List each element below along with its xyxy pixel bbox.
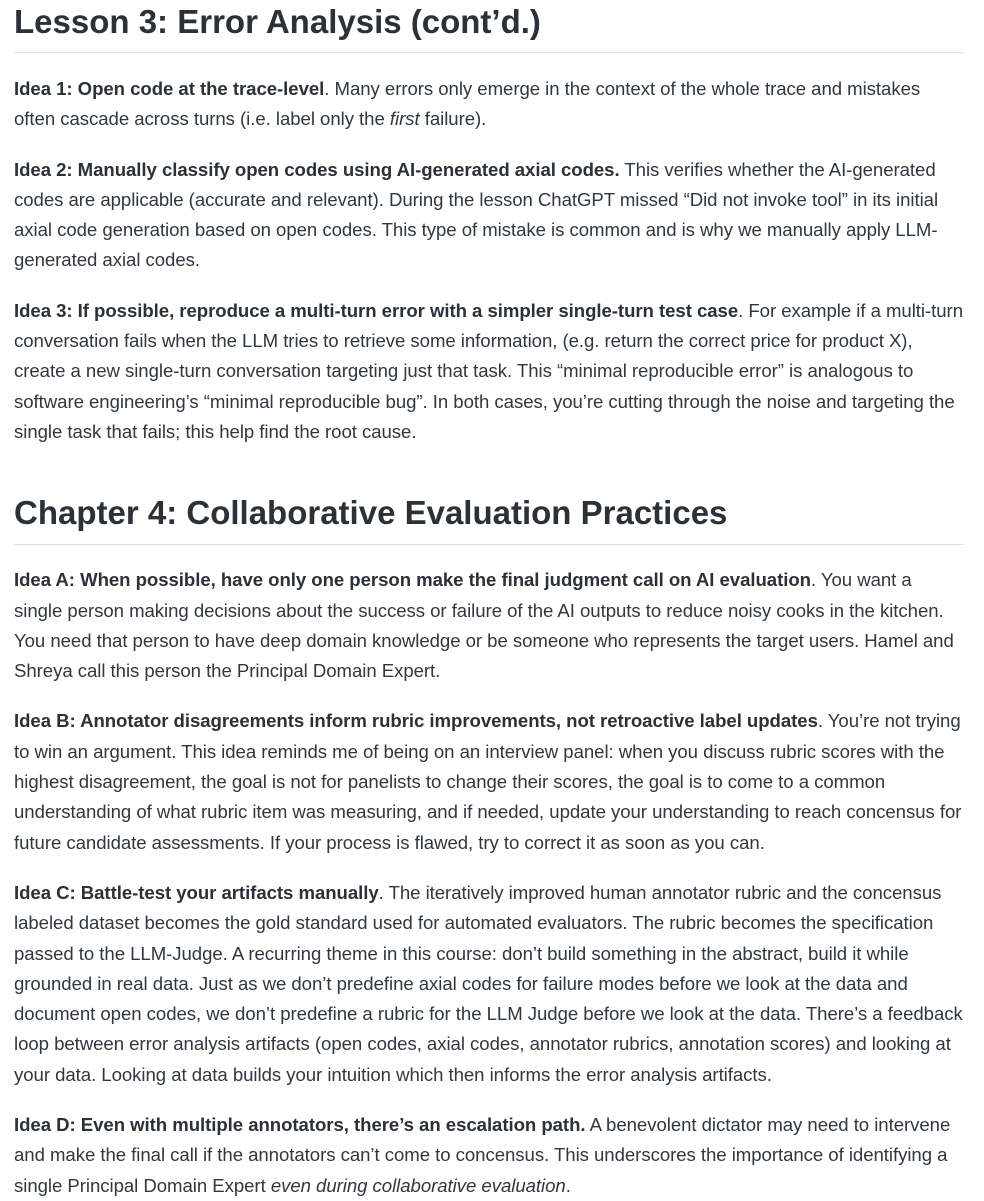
- idea-3-title: Idea 3: If possible, reproduce a multi-turn error with a simpler single-turn test case: [14, 299, 739, 321]
- idea-c-paragraph: [14, 878, 964, 1090]
- idea-a-title: Idea A: When possible, have only one person make the final judgment call on AI evaluation: [14, 569, 811, 591]
- idea-c-text: . The iteratively improved human annotator rubric and the concensus labeled dataset becomes the gold standard used for automated evaluators. The rubric becomes the specification passed to the LLM-Judge. A recurring theme in this course: don’t build something in the abstract, build it while grounded in real data. Just as we don’t predefine axial codes for failure modes before we look at the data and document open codes, we don’t predefine a rubric for the LLM Judge before we look at the data. There’s a feedback loop between error analysis artifacts (open codes, axial codes, annotator rubrics, annotation scores) and looking at your data. Looking at data builds your intuition which then informs the error analysis artifacts.: [14, 881, 963, 1085]
- idea-2-title: Idea 2: Manually classify open codes using AI-generated axial codes.: [14, 158, 620, 180]
- idea-d-emphasis: even during collaborative evaluation: [270, 1174, 566, 1196]
- idea-b-text: . You’re not trying to win an argument. This idea reminds me of being on an interview panel: when you discuss rubric scores with the highest disagreement, the goal is not for panelists to change their scores, the goal is to come to a common understanding of what rubric item was measuring, and if needed, update your understanding to reach concensus for future candidate assessments. If your process is flawed, try to correct it as soon as you can.: [14, 710, 962, 853]
- chapter-4-heading: Chapter 4: Collaborative Evaluation Practices: [14, 489, 964, 545]
- idea-1-text: . Many errors only emerge in the context of the whole trace and mistakes often cascade across turns (i.e. label only the: [14, 78, 921, 130]
- idea-d-paragraph: [14, 1110, 964, 1201]
- idea-a-paragraph: [14, 565, 964, 686]
- idea-3-paragraph: [14, 296, 964, 447]
- idea-d-title: Idea D: Even with multiple annotators, there’s an escalation path.: [14, 1114, 586, 1136]
- idea-1-title: Idea 1: Open code at the trace-level: [14, 78, 325, 99]
- idea-2-text: This verifies whether the AI-generated codes are applicable (accurate and relevant). During the lesson ChatGPT missed “Did not invoke tool” in its initial axial code generation based on open codes. This type of mistake is common and is why we manually apply LLM-generated axial codes.: [14, 158, 939, 271]
- lesson-3-section: [14, 0, 964, 447]
- idea-1-text-end: failure).: [419, 108, 487, 130]
- idea-b-paragraph: [14, 706, 964, 857]
- idea-c-title: Idea C: Battle-test your artifacts manually: [14, 881, 379, 903]
- idea-2-paragraph: [14, 155, 964, 276]
- idea-3-text: . For example if a multi-turn conversation fails when the LLM tries to retrieve some information, (e.g. return the correct price for product X), create a new single-turn conversation targeting just that task. This “minimal reproducible error” is analogous to software engineering’s “minimal reproducible bug”. In both cases, you’re cutting through the noise and targeting the single task that fails; this help find the root cause.: [14, 299, 963, 442]
- idea-1-emphasis: first: [389, 108, 420, 130]
- idea-a-text: . You want a single person making decisions about the success or failure of the AI outputs to reduce noisy cooks in the kitchen. You need that person to have deep domain knowledge or be someone who represents the target users. Hamel and Shreya call this person the Principal Domain Expert.: [14, 569, 954, 682]
- lesson-3-heading: Lesson 3: Error Analysis (cont’d.): [14, 0, 964, 53]
- idea-d-text: A benevolent dictator may need to intervene and make the final call if the annotators can’t come to concensus. This underscores the importance of identifying a single Principal Domain Expert: [14, 1114, 951, 1196]
- idea-b-title: Idea B: Annotator disagreements inform rubric improvements, not retroactive label updates: [14, 710, 818, 732]
- chapter-4-section: [14, 489, 964, 1201]
- idea-d-text-end: .: [565, 1174, 571, 1196]
- idea-1-paragraph: [14, 74, 964, 135]
